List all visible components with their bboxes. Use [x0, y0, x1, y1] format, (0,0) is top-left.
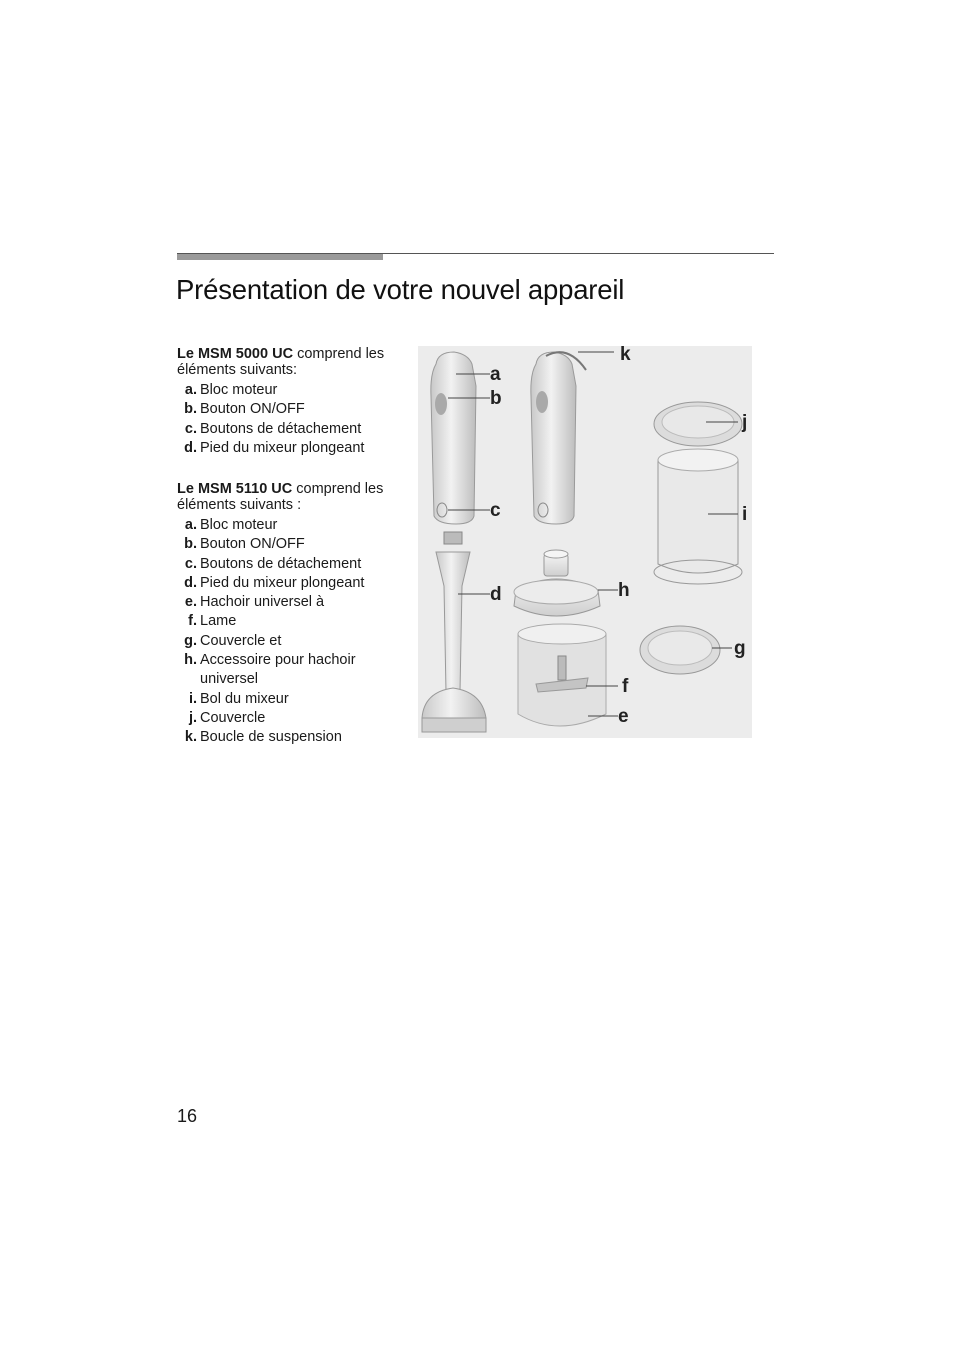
callout-a: a	[490, 364, 501, 385]
item-text: Pied du mixeur plongeant	[200, 574, 365, 591]
callout-i: i	[742, 504, 748, 525]
item-text: Bloc moteur	[200, 382, 278, 398]
list-item	[177, 420, 397, 439]
chopper-cover	[640, 626, 720, 674]
item-letter: d.	[184, 574, 197, 591]
list-item	[177, 709, 397, 728]
section-msm5000	[177, 346, 397, 458]
list-item	[177, 400, 397, 419]
item-letter: g.	[184, 632, 197, 649]
callout-e: e	[618, 706, 629, 727]
item-text: Boucle de suspension	[200, 729, 342, 746]
item-text: Bouton ON/OFF	[200, 401, 305, 418]
list-item	[177, 593, 397, 612]
item-text: Boutons de détachement	[200, 555, 362, 572]
intro-text: comprend les éléments suivants:	[177, 346, 385, 378]
callout-g: g	[734, 638, 746, 659]
list-item	[177, 651, 397, 690]
item-letter: f.	[188, 613, 197, 630]
product-illustration	[418, 346, 752, 738]
list-item	[177, 728, 397, 747]
page-title: Présentation de votre nouvel appareil	[176, 274, 625, 305]
item-text: Boutons de détachement	[200, 420, 362, 437]
section-msm5110	[177, 481, 397, 748]
callout-j: j	[742, 412, 748, 433]
callout-k: k	[620, 346, 631, 365]
item-letter: b.	[184, 536, 197, 553]
item-letter: c.	[184, 420, 197, 437]
callout-f: f	[622, 676, 629, 697]
intro-text: comprend les éléments suivants :	[177, 481, 384, 513]
list-item	[177, 555, 397, 574]
item-text: Hachoir universel à	[200, 594, 325, 611]
item-text: Bloc moteur	[200, 517, 278, 533]
item-letter: i.	[188, 690, 197, 707]
list-item	[177, 612, 397, 631]
item-letter: h.	[184, 652, 197, 669]
blade-shaft-shape	[558, 656, 566, 680]
item-letter: e.	[184, 594, 197, 611]
item-text: Lame	[200, 613, 237, 630]
list-item	[177, 690, 397, 709]
model-name: Le MSM 5110 UC	[177, 481, 293, 497]
callout-h: h	[618, 580, 630, 601]
list-item	[177, 574, 397, 593]
item-letter: d.	[184, 439, 197, 456]
model-name: Le MSM 5000 UC	[177, 346, 294, 362]
item-letter: j.	[188, 709, 197, 726]
on-off-button-shape	[435, 393, 447, 415]
chopper-bowl	[518, 624, 606, 726]
item-text: Accessoire pour hachoir universel	[200, 652, 356, 688]
item-text: Bol du mixeur	[200, 690, 289, 707]
callout-c: c	[490, 500, 501, 521]
list-item	[177, 439, 397, 458]
page-number: 16	[177, 1106, 198, 1126]
item-text: Couvercle	[200, 709, 266, 726]
item-letter: c.	[184, 555, 197, 572]
item-letter: b.	[184, 401, 197, 418]
blender-beaker	[654, 402, 742, 584]
motor-block-left	[431, 352, 476, 524]
list-item	[177, 632, 397, 651]
item-text: Pied du mixeur plongeant	[200, 439, 365, 456]
item-letter: k.	[184, 729, 197, 746]
list-item	[177, 516, 397, 535]
item-letter: a.	[184, 517, 197, 533]
header-rule-thick	[177, 254, 383, 260]
callout-d: d	[490, 584, 502, 605]
section-intro	[177, 481, 397, 513]
section-intro	[177, 346, 397, 378]
callout-b: b	[490, 388, 502, 409]
item-text: Couvercle et	[200, 632, 282, 649]
parts-list	[177, 381, 397, 458]
item-letter: a.	[184, 382, 197, 398]
item-text: Bouton ON/OFF	[200, 536, 305, 553]
list-item	[177, 535, 397, 554]
list-item	[177, 381, 397, 400]
parts-list	[177, 516, 397, 748]
